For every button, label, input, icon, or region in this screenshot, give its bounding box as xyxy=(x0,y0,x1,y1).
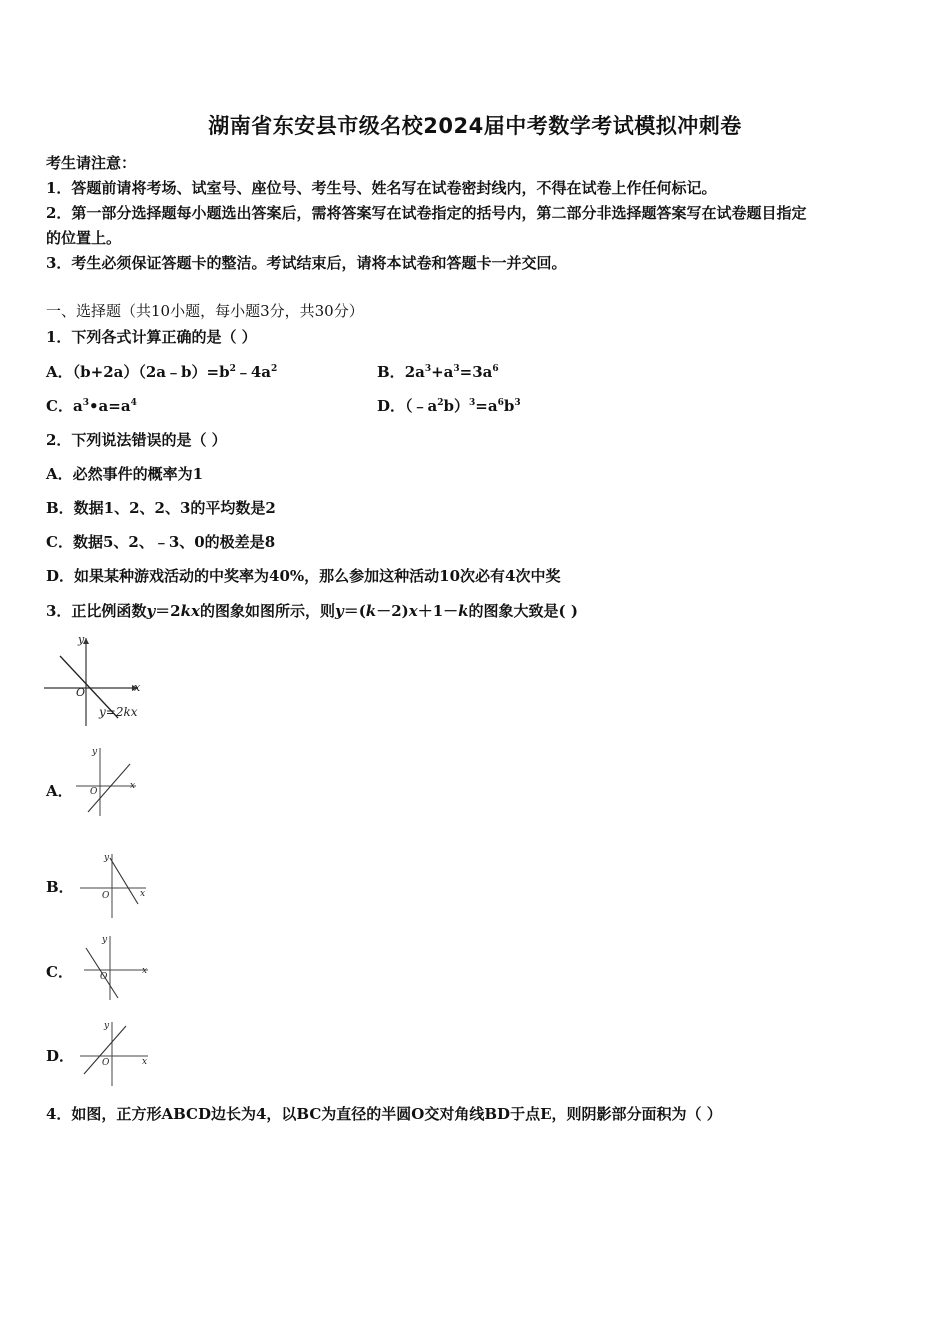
q3-stem-part: 3．正比例函数 xyxy=(46,602,147,620)
q1-b-t1: 2a xyxy=(404,363,425,381)
q3-stem-part: y xyxy=(334,602,344,620)
q3-stem-part: ＋1－ xyxy=(417,602,459,620)
q3-stem-part: y xyxy=(146,602,156,620)
q1-d-t1: （﹣a xyxy=(405,397,438,415)
q1-c-e2: 4 xyxy=(130,398,137,408)
q1-option-d-label: D． xyxy=(377,397,406,415)
q1-d-e3: 6 xyxy=(497,398,504,408)
q3-stem-part: k xyxy=(458,602,469,620)
q1-option-a-text: （b+2a）（2a﹣b）=b xyxy=(72,363,230,381)
x-axis-label: x xyxy=(134,681,141,694)
origin-label: O xyxy=(90,787,98,797)
origin-label: O xyxy=(76,686,86,699)
q3-stem-part: k xyxy=(365,602,377,620)
q2-option-d: D．如果某种游戏活动的中奖率为40%，那么参加这种活动10次必有4次中奖 xyxy=(46,567,561,585)
q1-d-t3: =a xyxy=(475,397,498,415)
q3-stem-part: 的图象大致是( ) xyxy=(468,602,578,620)
x-axis-label: x xyxy=(142,1057,148,1067)
section-heading: 一、选择题（共10小题，每小题3分，共30分） xyxy=(46,302,364,320)
function-line xyxy=(110,858,138,904)
q1-option-b xyxy=(377,361,499,382)
x-axis-label: x xyxy=(130,781,136,791)
q3-stem-part: 的图象如图所示，则 xyxy=(199,602,335,620)
q3-stem-part: －2) xyxy=(376,602,409,620)
q1-b-t3: =3a xyxy=(459,363,493,381)
q1-d-e4: 3 xyxy=(514,398,521,408)
q1-option-a xyxy=(46,361,277,382)
x-axis-label: x xyxy=(140,889,146,899)
origin-label: O xyxy=(100,972,108,982)
notice-item-2-line-2: 的位置上。 xyxy=(46,229,122,247)
q1-option-a-label: A． xyxy=(46,363,73,381)
function-label: y=2kx xyxy=(99,705,138,719)
y-axis-label: y xyxy=(78,633,85,646)
q3-option-c-label: C． xyxy=(46,963,73,981)
q1-c-t1: a xyxy=(72,397,83,415)
q1-option-c xyxy=(46,395,137,416)
y-axis-label: y xyxy=(102,935,108,945)
notice-item-1: 1．答题前请将考场、试室号、座位号、考生号、姓名写在试卷密封线内，不得在试卷上作任何标记。 xyxy=(46,179,717,197)
q2-option-b: B．数据1、2、2、3的平均数是2 xyxy=(46,499,276,517)
q1-d-e1: 2 xyxy=(437,398,444,408)
q2-option-c: C．数据5、2、﹣3、0的极差是8 xyxy=(46,533,276,551)
page-title: 湖南省东安县市级名校2024届中考数学考试模拟冲刺卷 xyxy=(208,114,742,138)
q1-a-exp2: 2 xyxy=(271,364,278,374)
y-axis-label: y xyxy=(92,747,98,757)
q3-option-b-graph xyxy=(76,850,152,920)
q3-option-a-graph xyxy=(76,742,146,820)
q1-option-b-label: B． xyxy=(377,363,405,381)
q1-d-t4: b xyxy=(503,397,515,415)
q1-option-d xyxy=(377,395,521,416)
x-axis-label: x xyxy=(142,966,148,976)
q3-stem-part: x xyxy=(408,602,418,620)
q1-c-e1: 3 xyxy=(82,398,89,408)
q1-d-e2: 3 xyxy=(469,398,476,408)
q3-option-d-graph xyxy=(76,1018,152,1088)
origin-label: O xyxy=(102,891,110,901)
q3-stem-part: ＝2 xyxy=(155,602,181,620)
q1-a-mid: ﹣4a xyxy=(235,363,271,381)
q1-b-e2: 3 xyxy=(453,364,460,374)
notice-item-3: 3．考生必须保证答题卡的整洁。考试结束后，请将本试卷和答题卡一并交回。 xyxy=(46,254,567,272)
q3-given-graph xyxy=(42,632,152,728)
y-axis-label: y xyxy=(104,1021,110,1031)
notice-item-2-line-1: 2．第一部分选择题每小题选出答案后，需将答案写在试卷指定的括号内，第二部分非选择题答案写在试卷题目指定 xyxy=(46,204,807,222)
q1-b-t2: +a xyxy=(431,363,454,381)
q3-option-b-label: B． xyxy=(46,878,74,896)
y-axis-label: y xyxy=(104,853,110,863)
q2-option-a: A．必然事件的概率为1 xyxy=(46,465,204,483)
q1-d-t2: b） xyxy=(443,397,470,415)
question-1-stem: 1．下列各式计算正确的是（ ） xyxy=(46,328,257,346)
q3-option-c-graph xyxy=(76,932,152,1002)
q3-stem-part: ＝( xyxy=(343,602,366,620)
q1-b-e3: 6 xyxy=(492,364,499,374)
q1-a-exp1: 2 xyxy=(229,364,236,374)
question-4-stem: 4．如图，正方形ABCD边长为4，以BC为直径的半圆O交对角线BD于点E，则阴影部分面积为（ ） xyxy=(46,1105,722,1123)
q1-b-e1: 3 xyxy=(424,364,432,374)
origin-label: O xyxy=(102,1058,110,1068)
q3-option-d-label: D． xyxy=(46,1047,75,1065)
notice-heading: 考生请注意： xyxy=(46,154,137,172)
q3-option-a-label: A． xyxy=(46,782,73,800)
q3-stem-part: kx xyxy=(180,602,200,620)
question-2-stem: 2．下列说法错误的是（ ） xyxy=(46,431,227,449)
question-3-stem xyxy=(46,600,578,621)
q1-c-t2: •a=a xyxy=(88,397,131,415)
q1-option-c-label: C． xyxy=(46,397,73,415)
